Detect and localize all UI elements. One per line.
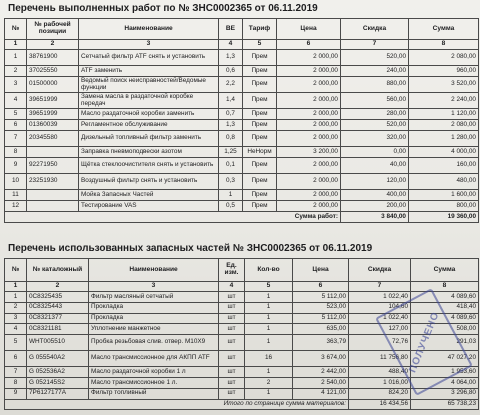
works-price-cell: 2 000,00 xyxy=(277,190,341,201)
works-n-cell: 3 xyxy=(5,77,27,93)
parts-n-cell: 3 xyxy=(5,313,27,324)
parts-price-cell: 4 121,00 xyxy=(293,388,349,399)
parts-name-cell: Уплотнение манжетное xyxy=(89,324,219,335)
works-table xyxy=(4,18,479,223)
parts-qty-cell: 1 xyxy=(245,367,293,378)
parts-code-cell: 0C8325435 xyxy=(27,292,89,303)
works-name-cell: Сетчатый фильтр АТF снять и установить xyxy=(79,50,219,66)
parts-unit-cell: шт xyxy=(219,367,245,378)
parts-n-cell: 8 xyxy=(5,377,27,388)
works-sum-cell: 2 080,00 xyxy=(409,120,479,131)
works-sum-cell: 1 280,00 xyxy=(409,131,479,147)
parts-price-cell: 2 540,00 xyxy=(293,377,349,388)
works-header-cell: Тариф xyxy=(243,19,277,40)
parts-unit-cell: шт xyxy=(219,388,245,399)
parts-discount-cell: 1 022,40 xyxy=(349,292,411,303)
works-sum-cell: 2 240,00 xyxy=(409,93,479,109)
parts-n-cell: 5 xyxy=(5,335,27,351)
works-tariff-cell: НеНорм xyxy=(243,147,277,158)
works-n-cell: 2 xyxy=(5,66,27,77)
works-code-cell: 37025550 xyxy=(27,66,79,77)
works-price-cell: 3 200,00 xyxy=(277,147,341,158)
works-name-cell: Мойка Запасных Частей xyxy=(79,190,219,201)
parts-discount-cell: 104,60 xyxy=(349,302,411,313)
works-price-cell: 2 000,00 xyxy=(277,50,341,66)
works-n-cell: 11 xyxy=(5,190,27,201)
parts-unit-cell: шт xyxy=(219,377,245,388)
parts-price-cell: 5 112,00 xyxy=(293,292,349,303)
parts-n-cell: 9 xyxy=(5,388,27,399)
parts-name-cell: Фильтр топливный xyxy=(89,388,219,399)
works-price-cell: 2 000,00 xyxy=(277,131,341,147)
works-ve-cell: 0,8 xyxy=(219,131,243,147)
table-row xyxy=(5,77,479,93)
parts-header-cell: Скидка xyxy=(349,259,411,282)
works-tariff-cell: Прем xyxy=(243,50,277,66)
parts-name-cell: Прокладка xyxy=(89,313,219,324)
works-name-cell: Заправка пневмоподвески азотом xyxy=(79,147,219,158)
works-code-cell: 39651999 xyxy=(27,93,79,109)
works-ve-cell: 1 xyxy=(219,190,243,201)
parts-qty-cell: 1 xyxy=(245,302,293,313)
parts-code-cell: 0C8321181 xyxy=(27,324,89,335)
parts-sum-cell: 4 064,00 xyxy=(411,377,479,388)
parts-code-cell: G 052145S2 xyxy=(27,377,89,388)
parts-price-cell: 3 674,00 xyxy=(293,351,349,367)
works-code-cell: 01360039 xyxy=(27,120,79,131)
parts-unit-cell: шт xyxy=(219,302,245,313)
parts-qty-cell: 1 xyxy=(245,388,293,399)
works-header-cell: № рабочей позиции xyxy=(27,19,79,40)
works-discount-cell: 520,00 xyxy=(341,50,409,66)
works-discount-cell: 0,00 xyxy=(341,147,409,158)
works-code-cell xyxy=(27,147,79,158)
works-price-cell: 2 000,00 xyxy=(277,201,341,212)
parts-price-cell: 5 112,00 xyxy=(293,313,349,324)
works-price-cell: 2 000,00 xyxy=(277,109,341,120)
parts-discount-cell: 488,40 xyxy=(349,367,411,378)
works-index-cell: 5 xyxy=(243,40,277,50)
parts-qty-cell: 2 xyxy=(245,377,293,388)
parts-code-cell: G 052536A2 xyxy=(27,367,89,378)
table-row xyxy=(5,109,479,120)
parts-index-cell: 8 xyxy=(411,282,479,292)
works-name-cell: Щётка стеклоочистителя снять и установить xyxy=(79,158,219,174)
parts-name-cell: Пробка резьбовая слив. отвер. M10X9 xyxy=(89,335,219,351)
parts-code-cell: 7P6127177A xyxy=(27,388,89,399)
works-price-cell: 2 000,00 xyxy=(277,120,341,131)
parts-price-cell: 2 442,00 xyxy=(293,367,349,378)
works-price-cell: 2 000,00 xyxy=(277,66,341,77)
works-code-cell: 39651999 xyxy=(27,109,79,120)
parts-qty-cell: 1 xyxy=(245,335,293,351)
parts-discount-cell: 1 022,40 xyxy=(349,313,411,324)
works-index-cell: 7 xyxy=(341,40,409,50)
parts-sum-cell: 1 953,60 xyxy=(411,367,479,378)
works-ve-cell: 0,1 xyxy=(219,158,243,174)
parts-header-cell: Сумма xyxy=(411,259,479,282)
parts-name-cell: Масло трансмиссионное для АКПП ATF xyxy=(89,351,219,367)
works-header-cell: № xyxy=(5,19,27,40)
parts-footer-label: Итого по странице сумма материалов: xyxy=(5,399,349,410)
works-name-cell: АТF заменить xyxy=(79,66,219,77)
works-n-cell: 7 xyxy=(5,131,27,147)
works-tariff-cell: Прем xyxy=(243,120,277,131)
works-name-cell: Ведомый поиск неисправностей/Ведомые функции xyxy=(79,77,219,93)
parts-unit-cell: шт xyxy=(219,324,245,335)
works-index-cell: 1 xyxy=(5,40,27,50)
works-name-cell: Регламентное обслуживание xyxy=(79,120,219,131)
works-n-cell: 4 xyxy=(5,93,27,109)
works-name-cell: Масло раздаточной коробки заменить xyxy=(79,109,219,120)
works-ve-cell: 2,2 xyxy=(219,77,243,93)
parts-discount-cell: 127,00 xyxy=(349,324,411,335)
works-sum-cell: 4 000,00 xyxy=(409,147,479,158)
stamp-text: ПОЛУЧЕНО xyxy=(406,309,442,375)
works-price-cell: 2 000,00 xyxy=(277,93,341,109)
works-price-cell: 2 000,00 xyxy=(277,77,341,93)
works-n-cell: 1 xyxy=(5,50,27,66)
works-sum-cell: 800,00 xyxy=(409,201,479,212)
table-row xyxy=(5,66,479,77)
parts-header-cell: Ед. изм. xyxy=(219,259,245,282)
parts-code-cell: WHT005510 xyxy=(27,335,89,351)
parts-qty-cell: 1 xyxy=(245,324,293,335)
works-total-label: Сумма работ: xyxy=(5,212,341,223)
table-row xyxy=(5,190,479,201)
works-sum-cell: 480,00 xyxy=(409,174,479,190)
parts-header-row xyxy=(5,259,479,282)
table-row xyxy=(5,93,479,109)
works-code-cell xyxy=(27,201,79,212)
parts-header-cell: № каталожный xyxy=(27,259,89,282)
parts-discount-cell: 11 756,80 xyxy=(349,351,411,367)
works-n-cell: 5 xyxy=(5,109,27,120)
parts-code-cell: 0C8321377 xyxy=(27,313,89,324)
works-code-cell: 20345580 xyxy=(27,131,79,147)
works-tariff-cell: Прем xyxy=(243,201,277,212)
works-tariff-cell: Прем xyxy=(243,66,277,77)
table-row xyxy=(5,147,479,158)
works-name-cell: Воздушный фильтр снять и установить xyxy=(79,174,219,190)
parts-discount-cell: 72,76 xyxy=(349,335,411,351)
parts-footer-discount: 16 434,56 xyxy=(349,399,411,410)
parts-header-cell: Кол-во xyxy=(245,259,293,282)
works-total-sum: 19 360,00 xyxy=(409,212,479,223)
works-n-cell: 6 xyxy=(5,120,27,131)
parts-sum-cell: 3 296,80 xyxy=(411,388,479,399)
works-sum-cell: 160,00 xyxy=(409,158,479,174)
parts-price-cell: 523,00 xyxy=(293,302,349,313)
table-row xyxy=(5,158,479,174)
works-total-discount: 3 840,00 xyxy=(341,212,409,223)
parts-footer-sum: 65 738,23 xyxy=(411,399,479,410)
works-n-cell: 9 xyxy=(5,158,27,174)
works-index-cell: 4 xyxy=(219,40,243,50)
works-tariff-cell: Прем xyxy=(243,131,277,147)
works-n-cell: 10 xyxy=(5,174,27,190)
parts-header-cell: Наименование xyxy=(89,259,219,282)
works-discount-cell: 40,00 xyxy=(341,158,409,174)
works-discount-cell: 880,00 xyxy=(341,77,409,93)
works-code-cell xyxy=(27,190,79,201)
parts-unit-cell: шт xyxy=(219,313,245,324)
parts-qty-cell: 16 xyxy=(245,351,293,367)
parts-discount-cell: 1 016,00 xyxy=(349,377,411,388)
works-tariff-cell: Прем xyxy=(243,190,277,201)
works-index-cell: 3 xyxy=(79,40,219,50)
parts-price-cell: 635,00 xyxy=(293,324,349,335)
table-row xyxy=(5,174,479,190)
parts-sum-cell: 4 089,60 xyxy=(411,313,479,324)
works-ve-cell: 1,3 xyxy=(219,120,243,131)
works-ve-cell: 0,5 xyxy=(219,201,243,212)
parts-name-cell: Масло трансмиссионное 1 л. xyxy=(89,377,219,388)
works-index-cell: 6 xyxy=(277,40,341,50)
works-sum-cell: 2 080,00 xyxy=(409,50,479,66)
works-sum-cell: 1 600,00 xyxy=(409,190,479,201)
parts-index-cell: 1 xyxy=(5,282,27,292)
works-index-cell: 2 xyxy=(27,40,79,50)
parts-n-cell: 4 xyxy=(5,324,27,335)
works-total-row xyxy=(5,212,479,223)
works-ve-cell: 0,6 xyxy=(219,66,243,77)
parts-qty-cell: 1 xyxy=(245,313,293,324)
parts-sum-cell: 291,03 xyxy=(411,335,479,351)
works-price-cell: 2 000,00 xyxy=(277,174,341,190)
parts-sum-cell: 47 027,20 xyxy=(411,351,479,367)
parts-code-cell: G 055540A2 xyxy=(27,351,89,367)
works-n-cell: 12 xyxy=(5,201,27,212)
parts-n-cell: 7 xyxy=(5,367,27,378)
works-code-cell: 92271950 xyxy=(27,158,79,174)
parts-unit-cell: шт xyxy=(219,292,245,303)
table-row xyxy=(5,50,479,66)
works-discount-cell: 400,00 xyxy=(341,190,409,201)
works-sum-cell: 3 520,00 xyxy=(409,77,479,93)
parts-sum-cell: 508,00 xyxy=(411,324,479,335)
works-name-cell: Дизельный топливный фильтр заменить xyxy=(79,131,219,147)
works-tariff-cell: Прем xyxy=(243,77,277,93)
table-row xyxy=(5,120,479,131)
works-name-cell: Тестирование VAS xyxy=(79,201,219,212)
works-discount-cell: 320,00 xyxy=(341,131,409,147)
works-n-cell: 8 xyxy=(5,147,27,158)
parts-index-cell: 5 xyxy=(245,282,293,292)
works-discount-cell: 560,00 xyxy=(341,93,409,109)
parts-unit-cell: шт xyxy=(219,335,245,351)
parts-n-cell: 6 xyxy=(5,351,27,367)
parts-qty-cell: 1 xyxy=(245,292,293,303)
parts-n-cell: 2 xyxy=(5,302,27,313)
table-row xyxy=(5,131,479,147)
works-name-cell: Замена масла в раздаточной коробке передач xyxy=(79,93,219,109)
works-header-row xyxy=(5,19,479,40)
works-tariff-cell: Прем xyxy=(243,158,277,174)
works-header-cell: Скидка xyxy=(341,19,409,40)
parts-index-cell: 4 xyxy=(219,282,245,292)
works-price-cell: 2 000,00 xyxy=(277,158,341,174)
works-sum-cell: 960,00 xyxy=(409,66,479,77)
works-header-cell: Наименование xyxy=(79,19,219,40)
works-discount-cell: 200,00 xyxy=(341,201,409,212)
parts-price-cell: 363,79 xyxy=(293,335,349,351)
works-header-cell: Сумма xyxy=(409,19,479,40)
works-index-cell: 8 xyxy=(409,40,479,50)
works-ve-cell: 1,3 xyxy=(219,50,243,66)
parts-index-cell: 2 xyxy=(27,282,89,292)
works-discount-cell: 280,00 xyxy=(341,109,409,120)
parts-header-cell: № xyxy=(5,259,27,282)
parts-sum-cell: 4 089,60 xyxy=(411,292,479,303)
parts-discount-cell: 824,20 xyxy=(349,388,411,399)
parts-name-cell: Фильтр масляный сетчатый xyxy=(89,292,219,303)
works-ve-cell: 1,25 xyxy=(219,147,243,158)
works-code-cell: 23251930 xyxy=(27,174,79,190)
works-header-cell: Цена xyxy=(277,19,341,40)
parts-index-cell: 7 xyxy=(349,282,411,292)
works-sum-cell: 1 120,00 xyxy=(409,109,479,120)
works-discount-cell: 520,00 xyxy=(341,120,409,131)
works-header-cell: ВЕ xyxy=(219,19,243,40)
table-row xyxy=(5,201,479,212)
table-row xyxy=(5,388,479,399)
works-discount-cell: 240,00 xyxy=(341,66,409,77)
parts-index-cell: 6 xyxy=(293,282,349,292)
parts-sum-cell: 418,40 xyxy=(411,302,479,313)
parts-unit-cell: шт xyxy=(219,351,245,367)
works-ve-cell: 0,7 xyxy=(219,109,243,120)
parts-footer-row xyxy=(5,399,479,410)
parts-n-cell: 1 xyxy=(5,292,27,303)
works-tariff-cell: Прем xyxy=(243,109,277,120)
works-tariff-cell: Прем xyxy=(243,93,277,109)
works-index-row xyxy=(5,40,479,50)
parts-name-cell: Прокладка xyxy=(89,302,219,313)
works-code-cell: 01500000 xyxy=(27,77,79,93)
works-ve-cell: 1,4 xyxy=(219,93,243,109)
parts-index-row xyxy=(5,282,479,292)
parts-index-cell: 3 xyxy=(89,282,219,292)
works-ve-cell: 0,3 xyxy=(219,174,243,190)
parts-title: Перечень использованных запасных частей № ЗНС0002365 от 06.11.2019 xyxy=(8,243,373,254)
works-tariff-cell: Прем xyxy=(243,174,277,190)
works-code-cell: 38761900 xyxy=(27,50,79,66)
works-discount-cell: 120,00 xyxy=(341,174,409,190)
parts-code-cell: 0C8325443 xyxy=(27,302,89,313)
parts-header-cell: Цена xyxy=(293,259,349,282)
parts-name-cell: Масло раздаточной коробки 1 л xyxy=(89,367,219,378)
works-title: Перечень выполненных работ по № ЗНС0002365 от 06.11.2019 xyxy=(8,3,318,14)
